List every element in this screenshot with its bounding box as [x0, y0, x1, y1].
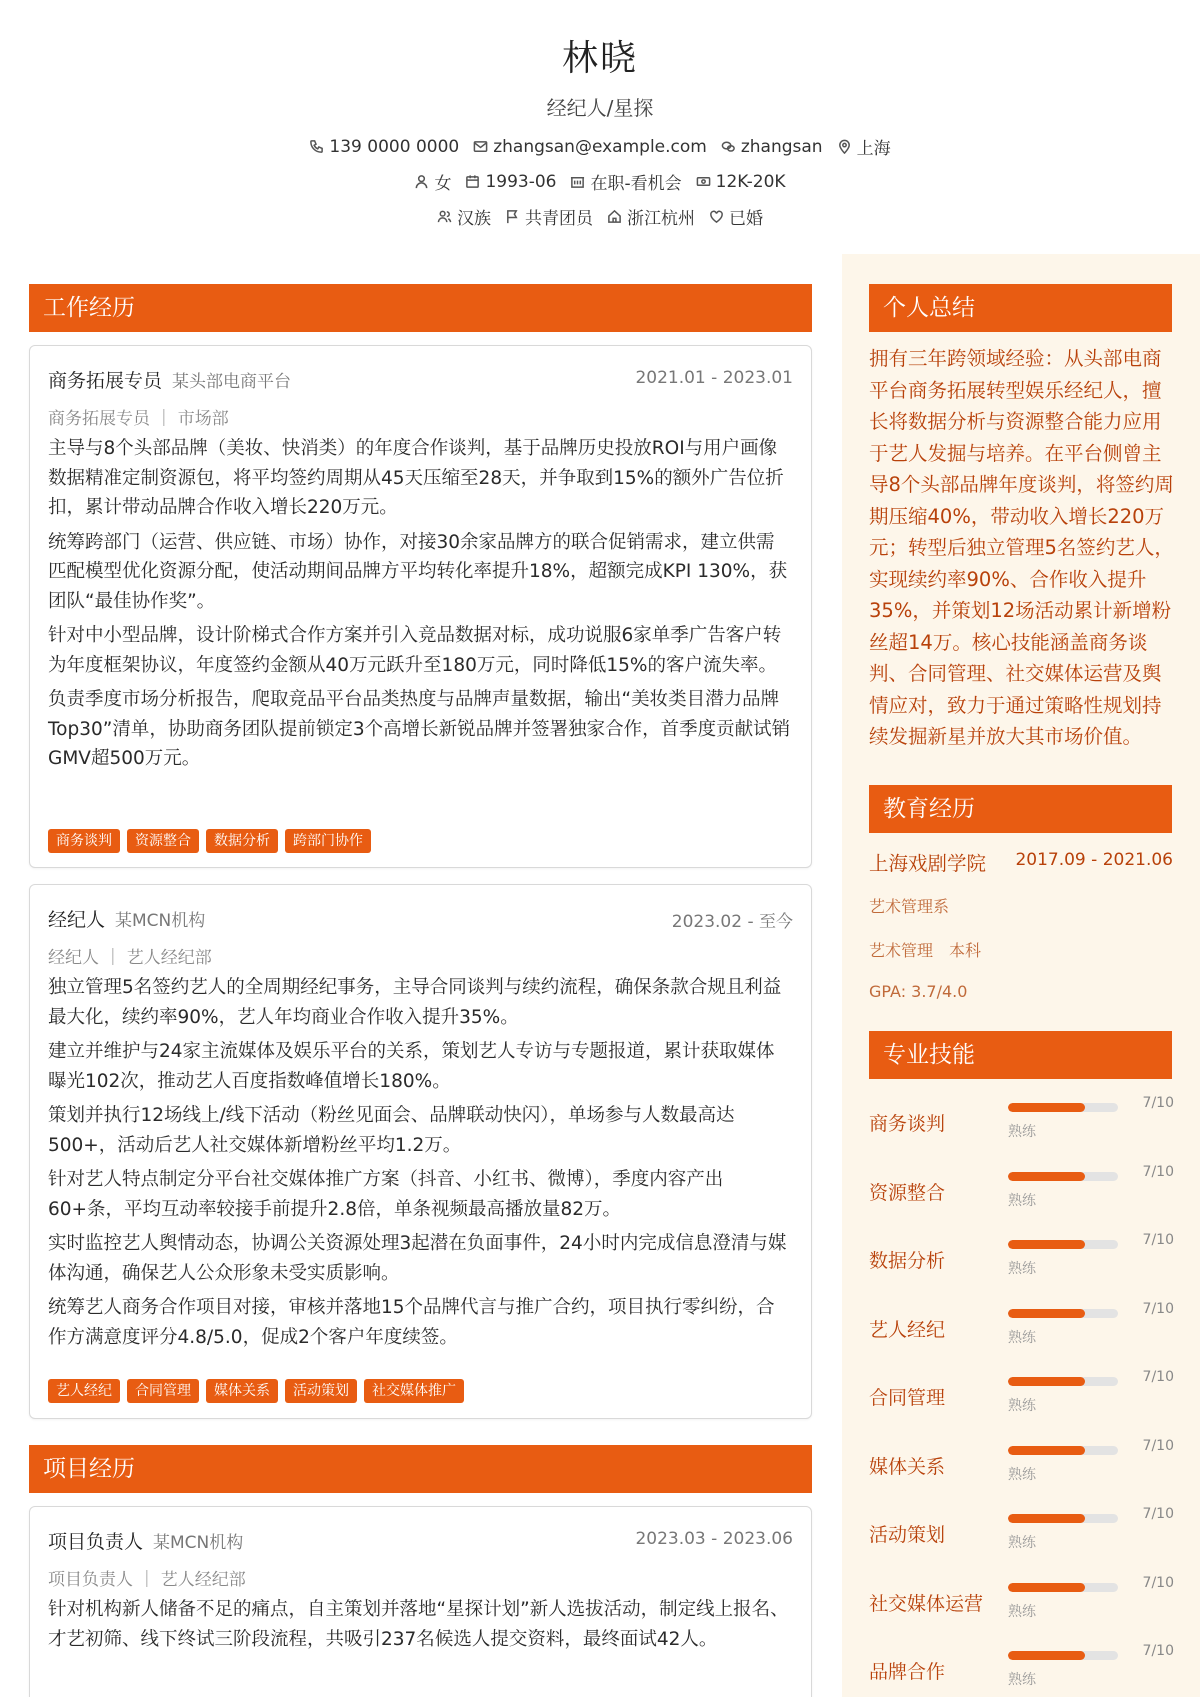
phone-text: 139 0000 0000: [329, 136, 460, 157]
skill-row: [869, 1226, 1174, 1286]
flag-icon: [505, 209, 520, 224]
skill-progress-bar: [1008, 1446, 1118, 1455]
education-date: 2017.09 - 2021.06: [1015, 850, 1173, 870]
email-text: zhangsan@example.com: [493, 136, 707, 157]
skill-name: 品牌合作: [869, 1661, 946, 1683]
skill-tag: 活动策划: [285, 1379, 357, 1403]
politics-text: 共青团员: [525, 209, 593, 229]
project-title: [48, 1527, 243, 1554]
work-card-2: [29, 884, 812, 1419]
job-bullet: 策划并执行12场线上/线下活动（粉丝见面会、品牌联动快闪），单场参与人数最高达500+，活动后艺人社交媒体新增粉丝平均1.2万。: [48, 1105, 735, 1156]
skill-name: 活动策划: [869, 1524, 946, 1546]
birth-item: [465, 169, 556, 194]
skill-score: 7/10: [1142, 1574, 1174, 1591]
wechat-text: zhangsan: [740, 136, 823, 157]
skill-name: 数据分析: [869, 1250, 946, 1272]
skill-row: [869, 1432, 1174, 1492]
location-icon: [837, 139, 852, 154]
politics-item: [505, 204, 593, 229]
skill-progress-fill: [1008, 1172, 1085, 1181]
work-card-1: [29, 345, 812, 868]
job-bullets: [48, 434, 793, 779]
skill-name: 资源整合: [869, 1181, 946, 1204]
skill-row: [869, 1363, 1174, 1423]
school-name: 上海戏剧学院: [869, 852, 987, 875]
skill-name: 社交媒体运营: [869, 1592, 984, 1615]
skill-name: 艺人经纪: [869, 1318, 946, 1341]
skill-score: 7/10: [1142, 1369, 1174, 1385]
salary-text: 12K-20K: [715, 171, 786, 192]
skill-progress-bar: [1008, 1309, 1118, 1318]
skill-row: [869, 1295, 1174, 1355]
wechat-icon: [721, 139, 736, 154]
skill-score: 7/10: [1142, 1437, 1174, 1454]
city-text: 上海: [856, 139, 891, 159]
phone-icon: [309, 139, 324, 154]
basic-info-row: [0, 169, 1200, 194]
users-icon: [437, 209, 452, 224]
skill-level: 熟练: [1008, 1329, 1036, 1346]
company-name: 某MCN机构: [115, 911, 206, 931]
skill-tag: 社交媒体推广: [364, 1379, 464, 1403]
skill-tag: 合同管理: [127, 1379, 199, 1403]
job-bullet: 针对艺人特点制定分平台社交媒体推广方案（抖音、小红书、微博），季度内容产出60+条，平均互动率较接手前提升2.8倍，单条视频最高播放量82万。: [48, 1169, 724, 1220]
skill-row: [869, 1637, 1174, 1697]
skill-level: 熟练: [1008, 1672, 1036, 1688]
ethnicity-item: [437, 204, 491, 229]
job-bullet: 主导与8个头部品牌（美妆、快消类）的年度合作谈判，基于品牌历史投放ROI与用户画像数据精准定制资源包，将平均签约周期从45天压缩至28天，并争取到15%的额外广告位折扣，累计带动品牌合作收入增长220万元。: [48, 438, 784, 518]
project-date: 2023.03 - 2023.06: [635, 1529, 793, 1549]
skill-name: 商务谈判: [869, 1113, 946, 1135]
job-bullet: 实时监控艺人舆情动态，协调公关资源处理3起潜在负面事件，24小时内完成信息澄清与媒体沟通，确保艺人公众形象未受实质影响。: [48, 1233, 787, 1284]
skill-progress-fill: [1008, 1514, 1085, 1523]
skill-tag: 媒体关系: [206, 1379, 278, 1403]
skill-progress-bar: [1008, 1514, 1118, 1523]
status-text: 在职-看机会: [590, 174, 682, 194]
job-bullets: [48, 973, 793, 1357]
skill-progress-fill: [1008, 1377, 1085, 1386]
skill-tags: [48, 1379, 464, 1403]
skill-progress-bar: [1008, 1377, 1118, 1386]
skill-level: 熟练: [1008, 1261, 1036, 1277]
marital-text: 已婚: [729, 209, 763, 229]
skill-row: [869, 1089, 1174, 1149]
summary-text: 拥有三年跨领域经验：从头部电商平台商务拓展转型娱乐经纪人，擅长将数据分析与资源整合能力应用于艺人发掘与培养。在平台侧曾主导8个头部品牌年度谈判，将签约周期压缩40%，带动收入增长220万元；转型后独立管理5名签约艺人，实现续约率90%、合作收入提升35%，并策划12场活动累计新增粉丝超14万。核心技能涵盖商务谈判、合同管理、社交媒体运营及舆情应对，致力于通过策略性规划持续发掘新星并放大其市场价值。: [869, 347, 1174, 748]
user-icon: [414, 174, 429, 189]
skill-progress-bar: [1008, 1103, 1118, 1112]
phone-item: [309, 134, 459, 159]
job-bullet: 统筹艺人商务合作项目对接，审核并落地15个品牌代言与推广合约，项目执行零纠纷，合作方满意度评分4.8/5.0，促成2个客户年度续签。: [48, 1297, 775, 1348]
skill-level: 熟练: [1008, 1535, 1036, 1551]
skill-row: [869, 1569, 1174, 1629]
mail-icon: [473, 139, 488, 154]
section-title-work: 工作经历: [29, 284, 812, 332]
ethnicity-text: 汉族: [457, 209, 491, 229]
job-subtitle: 经纪人 ｜ 艺人经纪部: [48, 948, 212, 968]
skill-progress-bar: [1008, 1240, 1118, 1249]
skill-tags: [48, 829, 371, 853]
company-name: 某头部电商平台: [172, 372, 292, 392]
candidate-name: 林晓: [561, 38, 638, 79]
email-item: [473, 134, 707, 159]
job-bullet: 针对中小型品牌，设计阶梯式合作方案并引入竞品数据对标，成功说服6家单季广告客户转为年度框架协议，年度签约金额从40万元跃升至180万元，同时降低15%的客户流失率。: [48, 625, 782, 676]
skill-progress-fill: [1008, 1583, 1085, 1592]
skill-level: 熟练: [1008, 1466, 1036, 1483]
skill-score: 7/10: [1142, 1300, 1174, 1317]
project-card: [29, 1506, 812, 1697]
skill-level: 熟练: [1008, 1603, 1036, 1620]
project-subtitle: 项目负责人 ｜ 艺人经纪部: [48, 1570, 246, 1590]
calendar-icon: [465, 174, 480, 189]
skill-name: 合同管理: [869, 1387, 946, 1409]
skill-progress-fill: [1008, 1240, 1085, 1249]
job-bullet: 建立并维护与24家主流媒体及娱乐平台的关系，策划艺人专访与专题报道，累计获取媒体曝光102次，推动艺人百度指数峰值增长180%。: [48, 1041, 775, 1092]
skill-level: 熟练: [1008, 1124, 1036, 1140]
skill-tag: 艺人经纪: [48, 1379, 120, 1403]
birth-text: 1993-06: [485, 171, 557, 192]
skill-progress-fill: [1008, 1103, 1085, 1112]
skill-level: 熟练: [1008, 1398, 1036, 1414]
section-title-summary: 个人总结: [869, 284, 1172, 332]
personal-info-row: [0, 204, 1200, 229]
hometown-item: [607, 204, 695, 229]
project-bullets: [48, 1595, 793, 1659]
skill-tag: 数据分析: [206, 829, 278, 853]
education-gpa: GPA: 3.7/4.0: [869, 982, 968, 1001]
section-title-project: 项目经历: [29, 1445, 812, 1493]
education-major: 艺术管理 本科: [869, 941, 982, 960]
skill-score: 7/10: [1142, 1643, 1174, 1659]
job-title: [48, 905, 205, 932]
skill-tag: 跨部门协作: [285, 829, 371, 853]
resume-header: [0, 0, 1200, 250]
city-item: [837, 134, 891, 159]
job-subtitle: 商务拓展专员 ｜ 市场部: [48, 409, 229, 429]
skill-progress-bar: [1008, 1651, 1118, 1660]
hometown-text: 浙江杭州: [627, 209, 695, 229]
job-bullet: 负责季度市场分析报告，爬取竞品平台品类热度与品牌声量数据，输出“美妆类目潜力品牌Top30”清单，协助商务团队提前锁定3个高增长新锐品牌并签署独家合作，首季度贡献试销GMV超500万元。: [48, 689, 791, 769]
skill-row: [869, 1500, 1174, 1560]
money-icon: [696, 174, 711, 189]
building-icon: [570, 174, 585, 189]
section-title-education: 教育经历: [869, 785, 1172, 833]
skill-progress-fill: [1008, 1309, 1085, 1318]
status-item: [570, 169, 681, 194]
job-title-text: 经纪人: [48, 909, 106, 931]
gender-item: [414, 169, 451, 194]
section-title-skills: 专业技能: [869, 1031, 1172, 1079]
skill-tag: 商务谈判: [48, 829, 120, 853]
skill-progress-bar: [1008, 1172, 1118, 1181]
job-bullet: 独立管理5名签约艺人的全周期经纪事务，主导合同谈判与续约流程，确保条款合规且利益最大化，续约率90%，艺人年均商业合作收入提升35%。: [48, 977, 782, 1028]
project-org: 某MCN机构: [153, 1533, 244, 1553]
marital-item: [709, 204, 763, 229]
project-bullet: 针对机构新人储备不足的痛点，自主策划并落地“星探计划”新人选拔活动，制定线上报名、才艺初筛、线下终试三阶段流程，共吸引237名候选人提交资料，最终面试42人。: [48, 1599, 789, 1650]
job-date: 2021.01 - 2023.01: [635, 368, 793, 388]
job-title: [48, 366, 291, 393]
job-bullet: 统筹跨部门（运营、供应链、市场）协作，对接30余家品牌方的联合促销需求，建立供需匹配模型优化资源分配，使活动期间品牌方平均转化率提升18%，超额完成KPI 130%，获团队“最佳协作奖”。: [48, 531, 788, 612]
job-title-text: 商务拓展专员: [48, 370, 163, 392]
skill-progress-fill: [1008, 1446, 1085, 1455]
education-department: 艺术管理系: [869, 897, 950, 916]
home-icon: [607, 209, 622, 224]
skill-score: 7/10: [1142, 1232, 1174, 1248]
project-title-text: 项目负责人: [48, 1531, 144, 1553]
skill-score: 7/10: [1142, 1095, 1174, 1111]
skill-score: 7/10: [1142, 1163, 1174, 1180]
skill-score: 7/10: [1142, 1506, 1174, 1522]
skill-level: 熟练: [1008, 1192, 1036, 1209]
wechat-item: [721, 134, 823, 159]
skill-row: [869, 1158, 1174, 1218]
skill-tag: 资源整合: [127, 829, 199, 853]
contact-row: [0, 134, 1200, 159]
skill-name: 媒体关系: [869, 1455, 946, 1478]
heart-icon: [709, 209, 724, 224]
job-date: 2023.02 - 至今: [671, 912, 793, 932]
salary-item: [696, 169, 786, 194]
skill-progress-bar: [1008, 1583, 1118, 1592]
candidate-role: 经纪人/星探: [546, 96, 654, 120]
gender-text: 女: [434, 174, 452, 194]
skill-progress-fill: [1008, 1651, 1085, 1660]
